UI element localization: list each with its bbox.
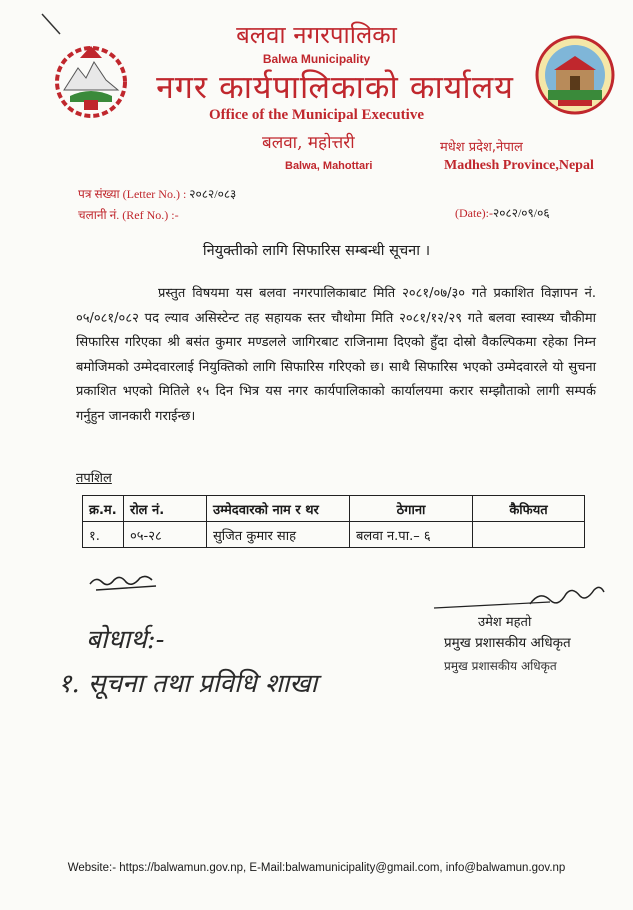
bodharth-label: बोधार्थ:-: [86, 625, 165, 655]
cell-serial: १.: [83, 522, 124, 548]
footer-contact: Website:- https://balwamun.gov.np, E-Mail:balwamunicipality@gmail.com, info@balwamun.gov.np: [67, 862, 566, 874]
office-name-en: Office of the Municipal Executive: [209, 107, 424, 123]
date-label: (Date):-: [455, 206, 493, 220]
notice-body: प्रस्तुत विषयमा यस बलवा नगरपालिकाबाट मिति २०८१/०७/३० गते प्रकाशित विज्ञापन नं. ०५/०८१/०८२ पद ल्याव असिस्टेन्ट तह सहायक स्तर चौथोमा मिति २०८१/१२/२९ गते बलवा स्वास्थ्य चौकीमा सिफारिस गरिएका श्री बसंत कुमार मण्डलले जागिरबाट राजिनामा दिएको हुँदा दोस्रो वैकल्पिकमा रहेका निम्न बमोजिमको उम्मेदवारलाई नियुक्तिको लागि सिफारिस गरिएको छ। साथै सिफारिस भएको उम्मेदवारले यो सुचना प्रकाशित भएको मितिले १५ दिन भित्र यस नगर कार्यपालिकाको कार्यालयमा करार सम्झौताको लागी सम्पर्क गर्नुहुन जानकारी गराईन्छ।: [76, 286, 596, 424]
initial-signature: [86, 566, 166, 596]
bodharth-line-1: १. सूचना तथा प्रविधि शाखा: [58, 669, 318, 699]
cell-address: बलवा न.पा.– ६: [350, 522, 473, 548]
col-address: ठेगाना: [350, 496, 473, 522]
location-en: Balwa, Mahottari: [285, 160, 373, 172]
table-header-row: [83, 496, 585, 522]
col-remarks: कैफियत: [473, 496, 585, 522]
province-np: मधेश प्रदेश,नेपाल: [440, 140, 523, 155]
cell-remarks: [473, 522, 585, 548]
ref-number: [78, 206, 179, 223]
signatory-stamp: प्रमुख प्रशासकीय अधिकृत: [444, 659, 557, 673]
municipality-name-en: Balwa Municipality: [262, 52, 371, 66]
location-np: बलवा, महोत्तरी: [262, 133, 355, 153]
letter-no-value: २०८२/०८३: [189, 187, 237, 201]
cell-roll: ०५-२८: [124, 522, 207, 548]
date-value: २०८२/०९/०६: [492, 206, 550, 220]
notice-subject: नियुक्तीको लागि सिफारिस सम्बन्धी सूचना ।: [202, 243, 431, 259]
table-row: [83, 522, 585, 548]
office-name-np: नगर कार्यपालिकाको कार्यालय: [156, 68, 514, 106]
signatory-title: प्रमुख प्रशासकीय अधिकृत: [444, 635, 571, 651]
col-name: उम्मेदवारको नाम र थर: [207, 496, 350, 522]
letter-no-label: पत्र संख्या (Letter No.) :: [78, 187, 187, 201]
ref-no-label: चलानी नं. (Ref No.) :-: [78, 208, 179, 222]
candidate-table: [82, 495, 585, 548]
municipality-name-np: बलवा नगरपालिका: [236, 21, 397, 49]
cell-name: सुजित कुमार साह: [207, 522, 350, 548]
section-details-label: तपशिल: [76, 471, 112, 486]
letter-number: [78, 185, 236, 202]
col-serial: क्र.म.: [83, 496, 124, 522]
signatory-name: उमेश महतो: [478, 615, 532, 630]
letter-date: [455, 204, 550, 221]
officer-signature: [430, 580, 610, 616]
province-en: Madhesh Province,Nepal: [444, 158, 594, 173]
col-roll: रोल नं.: [124, 496, 207, 522]
